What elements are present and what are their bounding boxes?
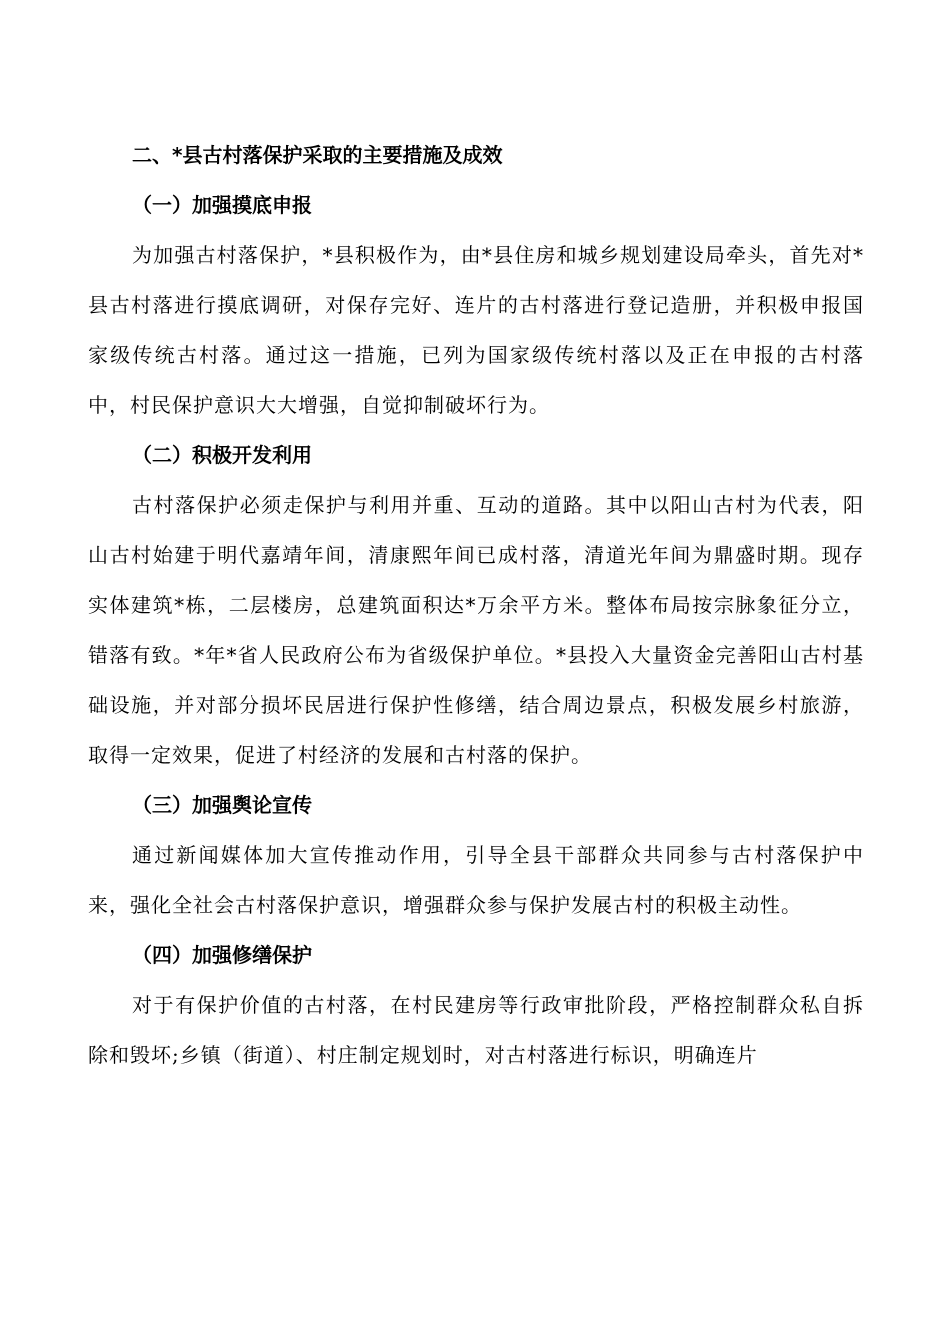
subsection-paragraph-4: 对于有保护价值的古村落，在村民建房等行政审批阶段，严格控制群众私自拆除和毁坏;乡镇（街道）、村庄制定规划时，对古村落进行标识，明确连片 [88, 993, 864, 1067]
subsection-paragraph-2: 古村落保护必须走保护与利用并重、互动的道路。其中以阳山古村为代表，阳山古村始建于明代嘉靖年间，清康熙年间已成村落，清道光年间为鼎盛时期。现存实体建筑*栋，二层楼房，总建筑面积达*万余平方米。整体布局按宗脉象征分立，错落有致。*年*省人民政府公布为省级保护单位。*县投入大量资金完善阳山古村基础设施，并对部分损坏民居进行保护性修缮，结合周边景点，积极发展乡村旅游，取得一定效果，促进了村经济的发展和古村落的保护。 [88, 493, 864, 767]
subsection-heading-3: （三）加强舆论宣传 [132, 793, 312, 817]
subsection-heading-4: （四）加强修缮保护 [132, 943, 312, 967]
subsection-heading-1: （一）加强摸底申报 [132, 193, 312, 217]
subsection-heading-2: （二）积极开发利用 [132, 443, 312, 467]
document-body [88, 130, 864, 1080]
subsection-paragraph-3: 通过新闻媒体加大宣传推动作用，引导全县干部群众共同参与古村落保护中来，强化全社会古村落保护意识，增强群众参与保护发展古村的积极主动性。 [88, 843, 864, 917]
subsection-paragraph-1: 为加强古村落保护，*县积极作为，由*县住房和城乡规划建设局牵头，首先对*县古村落进行摸底调研，对保存完好、连片的古村落进行登记造册，并积极申报国家级传统古村落。通过这一措施，已列为国家级传统村落以及正在申报的古村落中，村民保护意识大大增强，自觉抑制破坏行为。 [88, 243, 864, 417]
section-title: 二、*县古村落保护采取的主要措施及成效 [132, 143, 503, 167]
